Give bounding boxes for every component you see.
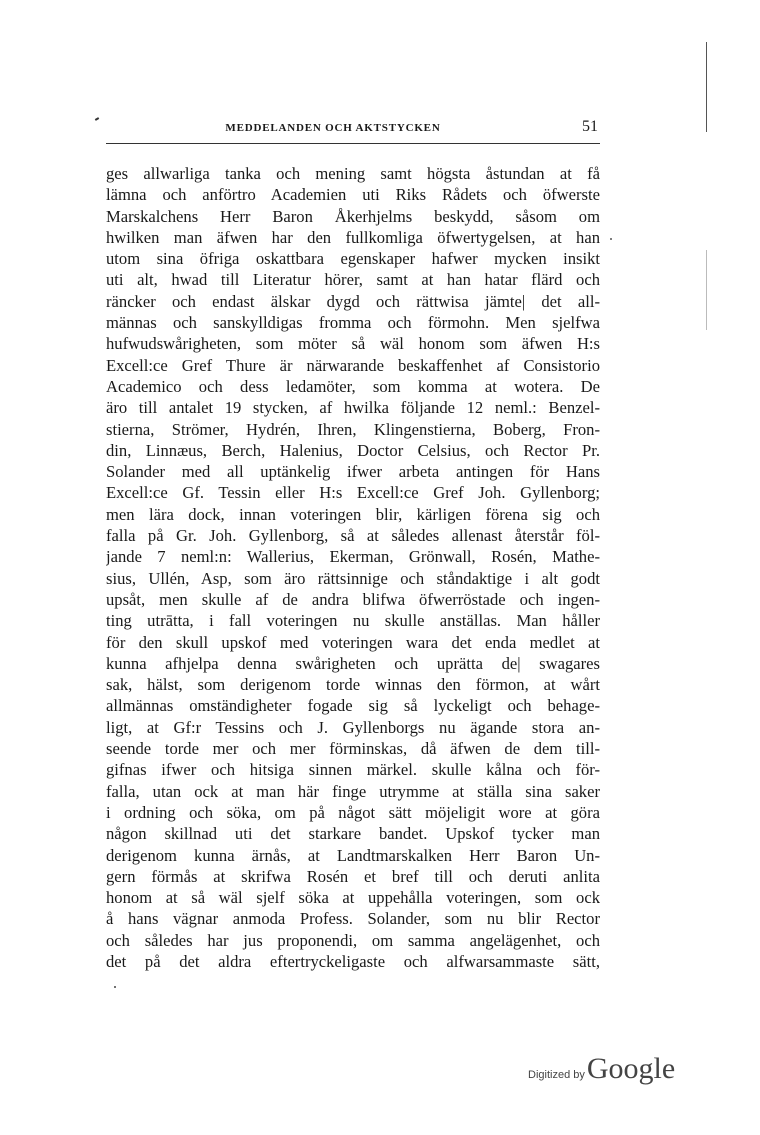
text-line: ligt, at Gf:r Tessins och J. Gyllenborgs nu ägande stora an- (106, 717, 600, 737)
watermark-prefix: Digitized by (528, 1069, 585, 1081)
margin-rule-top (706, 42, 707, 132)
text-line: Solander med all uptänkelig ifwer arbeta antingen för Hans (106, 462, 600, 482)
text-line: din, Linnæus, Berch, Halenius, Doctor Celsius, och Rector Pr. (106, 440, 600, 460)
margin-dot (610, 238, 612, 240)
text-line: men lära dock, innan voteringen blir, kärligen förena sig och (106, 504, 600, 524)
running-header (106, 118, 600, 140)
text-line: hwilken man äfwen har den fullkomliga öfwertygelsen, at han (106, 227, 600, 247)
text-line: det på det aldra eftertryckeligaste och alfwarsammaste sätt, (106, 951, 600, 971)
google-watermark (528, 1052, 675, 1086)
text-line: i ordning och söka, om på något sätt möjeligit wore at göra (106, 802, 600, 822)
page-number: 51 (582, 118, 598, 135)
text-line: räncker och endast älskar dygd och rättwisa jämte| det all- (106, 291, 600, 311)
header-rule (106, 143, 600, 144)
text-line: uti alt, hwad till Literatur hörer, samt at han hatar flärd och (106, 270, 600, 290)
header-title: MEDDELANDEN OCH AKTSTYCKEN (225, 122, 441, 134)
text-line: Marskalchens Herr Baron Åkerhjelms beskydd, såsom om (106, 206, 600, 226)
text-line: hufwudswårigheten, som möter så wäl honom som äfwen H:s (106, 334, 600, 354)
text-line: allmännas omständigheter fogade sig så lyckeligt och behage- (106, 696, 600, 716)
text-line: falla, utan ock at man här finge utrymme at ställa sina saker (106, 781, 600, 801)
text-line: falla på Gr. Joh. Gyllenborg, så at således allenast återstår föl- (106, 526, 600, 546)
text-line: gern förmås at skrifwa Rosén et bref till och deruti anlita (106, 866, 600, 886)
text-line: derigenom kunna ärnås, at Landtmarskalken Herr Baron Un- (106, 845, 600, 865)
text-line: honom at så wäl sjelf söka at uppehålla voteringen, som ock (106, 888, 600, 908)
margin-tick-mark (95, 117, 99, 121)
text-line: seende torde mer och mer förminskas, då äfwen de dem till- (106, 739, 600, 759)
text-line: ges allwarliga tanka och mening samt högsta åstundan at få (106, 164, 600, 183)
text-line: äro till antalet 19 stycken, af hwilka följande 12 neml.: Benzel- (106, 398, 600, 418)
text-line: någon skillnad uti det starkare bandet. Upskof tycker man (106, 824, 600, 844)
text-line: kunna afhjelpa denna swårigheten och uprätta de| swagares (106, 653, 600, 673)
text-line: Excell:ce Gf. Tessin eller H:s Excell:ce Gref Joh. Gyllenborg; (106, 483, 600, 503)
text-line: Excell:ce Gref Thure är närwarande beskaffenhet af Consistorio (106, 355, 600, 375)
watermark-brand: Google (586, 1052, 676, 1085)
text-line: Academico och dess ledamöter, som komma at wotera. De (106, 376, 600, 396)
text-line: gifnas ifwer och hitsiga sinnen märkel. skulle kålna och för- (106, 760, 600, 780)
text-line: jande 7 neml:n: Wallerius, Ekerman, Grönwall, Rosén, Mathe- (106, 547, 600, 567)
text-line: männas och sanskylldigas fromma och förmohn. Men sjelfwa (106, 313, 600, 333)
footer-dot (114, 986, 116, 988)
text-line: stierna, Strömer, Hydrén, Ihren, Klingenstierna, Boberg, Fron- (106, 419, 600, 439)
body-text (106, 163, 600, 972)
text-line: och således har jus proponendi, om samma angelägenhet, och (106, 930, 600, 950)
text-line: å hans vägnar anmoda Profess. Solander, som nu blir Rector (106, 909, 600, 929)
text-line: för den skull upskof med voteringen wara det enda medlet at (106, 632, 600, 652)
margin-rule-middle (706, 250, 707, 330)
text-line: utom sina öfriga oskattbara egenskaper hafwer mycken insikt (106, 249, 600, 269)
text-line: upsåt, men skulle af de andra blifwa öfwerröstade och ingen- (106, 589, 600, 609)
text-line: sius, Ullén, Asp, som äro rättsinnige och ståndaktige i alt godt (106, 568, 600, 588)
text-line: lämna och anförtro Academien uti Riks Rådets och öfwerste (106, 185, 600, 205)
text-line: ting utrātta, i fall voteringen nu skulle anställas. Man håller (106, 611, 600, 631)
text-line: sak, hälst, som derigenom torde winnas den förmon, at wårt (106, 675, 600, 695)
